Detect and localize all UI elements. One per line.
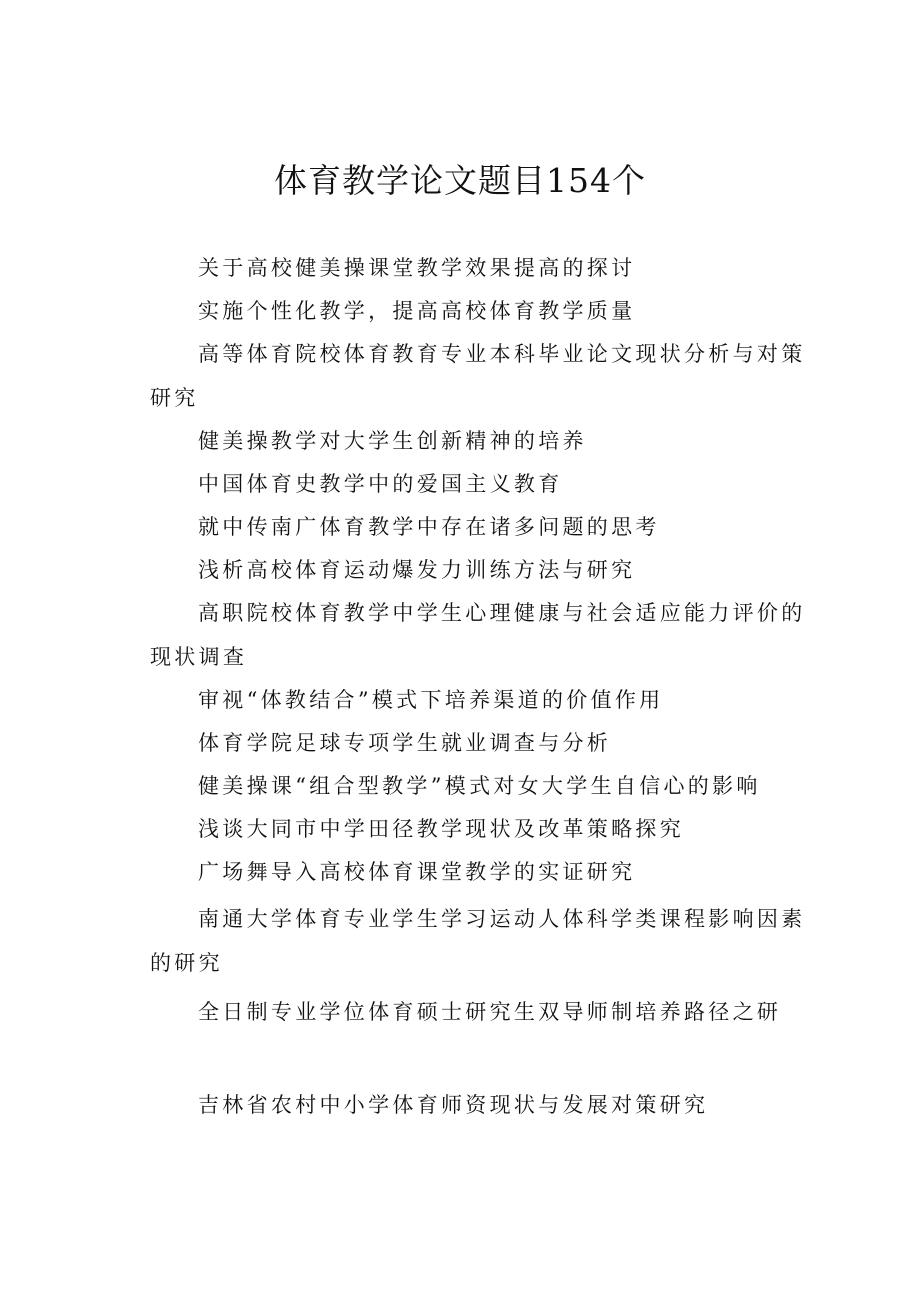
list-item: 高职院校体育教学中学生心理健康与社会适应能力评价的现状调查 — [150, 601, 806, 669]
list-item: 审视“体教结合”模式下培养渠道的价值作用 — [198, 688, 664, 712]
list-item: 南通大学体育专业学生学习运动人体科学类课程影响因素的研究 — [150, 907, 806, 975]
list-item: 实施个性化教学，提高高校体育教学质量 — [198, 299, 636, 323]
list-item: 浅析高校体育运动爆发力训练方法与研究 — [198, 558, 636, 582]
list-item: 高等体育院校体育教育专业本科毕业论文现状分析与对策研究 — [150, 342, 806, 410]
list-item: 浅谈大同市中学田径教学现状及改革策略探究 — [198, 817, 684, 841]
list-item: 吉林省农村中小学体育师资现状与发展对策研究 — [198, 1093, 709, 1117]
list-item: 健美操教学对大学生创新精神的培养 — [198, 429, 587, 453]
list-item: 健美操课“组合型教学”模式对女大学生自信心的影响 — [198, 774, 761, 798]
list-item: 就中传南广体育教学中存在诸多问题的思考 — [198, 515, 660, 539]
list-item: 全日制专业学位体育硕士研究生双导师制培养路径之研 — [198, 1000, 782, 1024]
list-item: 体育学院足球专项学生就业调查与分析 — [198, 731, 612, 755]
list-item: 关于高校健美操课堂教学效果提高的探讨 — [198, 256, 636, 280]
document-title: 体育教学论文题目154个 — [274, 161, 646, 200]
list-item: 中国体育史教学中的爱国主义教育 — [198, 472, 563, 496]
list-item: 广场舞导入高校体育课堂教学的实证研究 — [198, 860, 636, 884]
